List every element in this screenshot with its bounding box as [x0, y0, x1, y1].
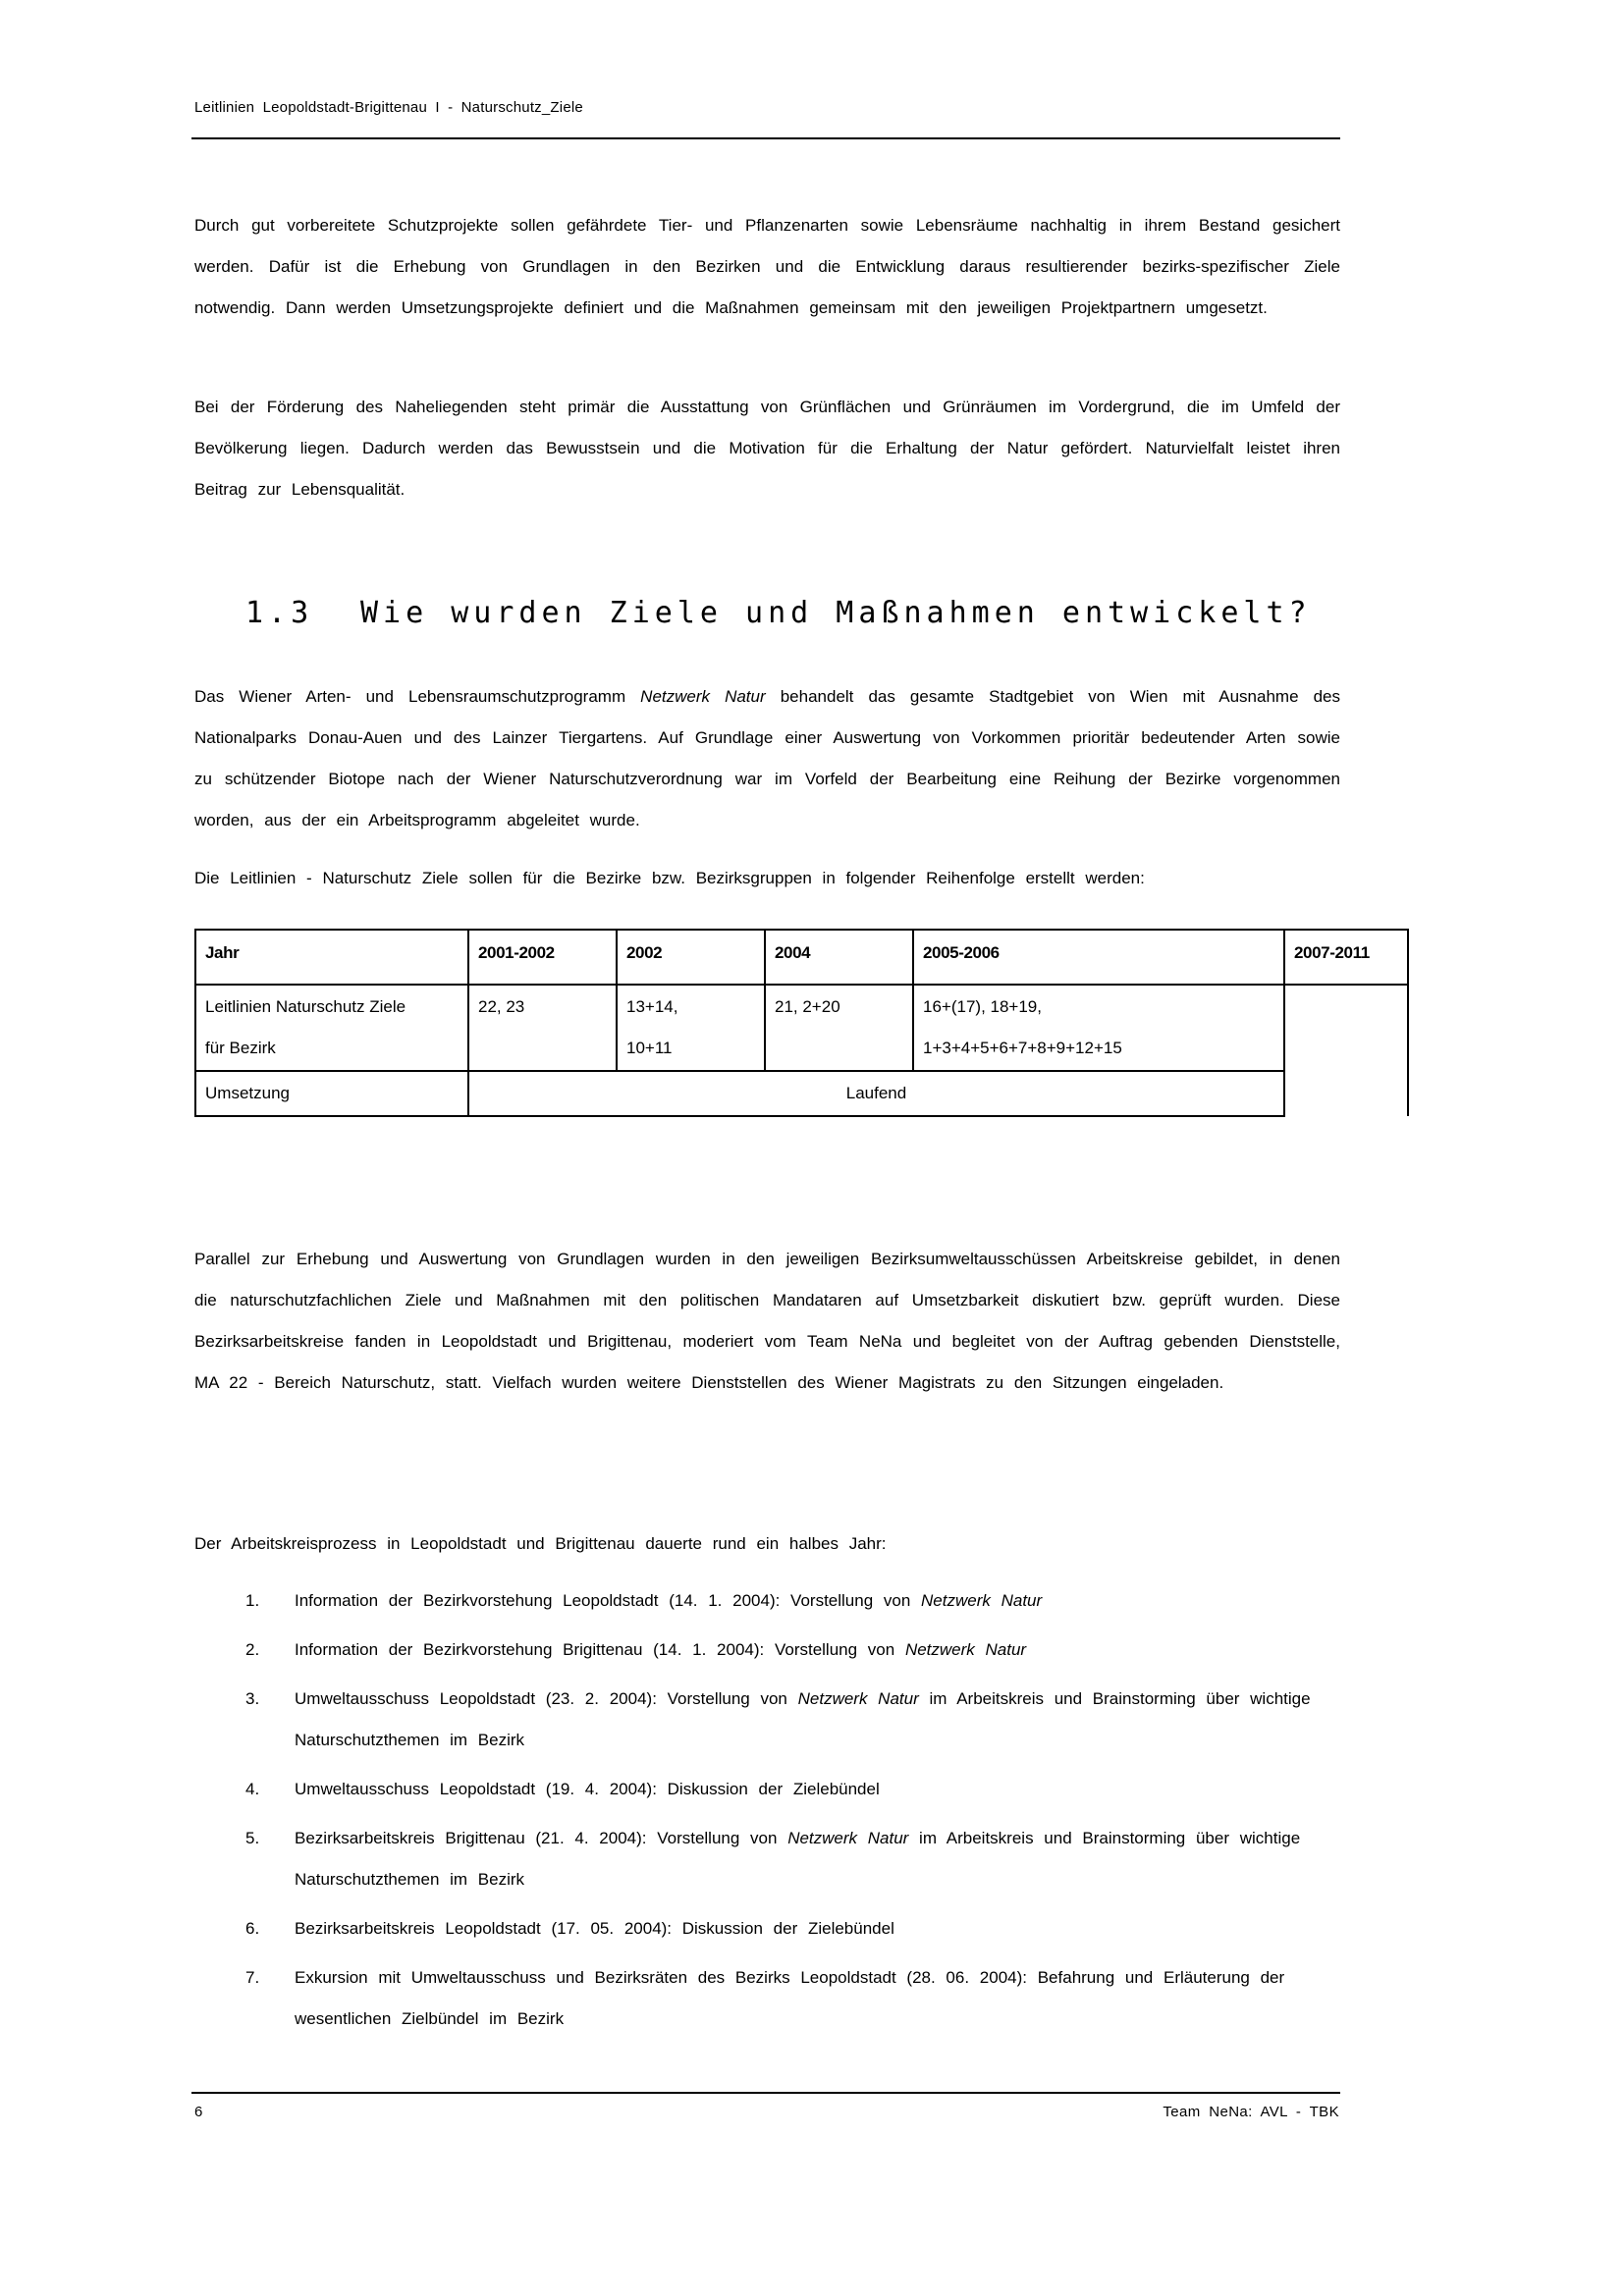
list-item: 1. Information der Bezirkvorstehung Leopoldstadt (14. 1. 2004): Vorstellung von Netzwerk Natur	[245, 1591, 1043, 1610]
table-row	[195, 985, 1408, 1071]
table-header-row	[195, 930, 1408, 985]
table-header-cell: 2007-2011	[1284, 930, 1408, 985]
table-header-cell: 2004	[765, 930, 913, 985]
section-paragraph-2: Die Leitlinien - Naturschutz Ziele sollen für die Bezirke bzw. Bezirksgruppen in folgender Reihenfolge erstellt werden:	[194, 869, 1145, 887]
table-header-cell: 2002	[617, 930, 765, 985]
list-item: 6. Bezirksarbeitskreis Leopoldstadt (17. 05. 2004): Diskussion der Zielebündel	[245, 1919, 894, 1938]
list-item: 3. Umweltausschuss Leopoldstadt (23. 2. 2004): Vorstellung von Netzwerk Natur im Arbeitskreis und Brainstorming über wichtige Naturschutzthemen im Bezirk	[245, 1689, 1311, 1749]
section-number: 1.3	[245, 596, 314, 630]
table-header-cell: 2001-2002	[468, 930, 617, 985]
after-paragraph-2: Der Arbeitskreisprozess in Leopoldstadt und Brigittenau dauerte rund ein halbes Jahr:	[194, 1534, 887, 1553]
section-title: Wie wurden Ziele und Maßnahmen entwickelt?	[360, 596, 1312, 630]
page-number: 6	[194, 2104, 203, 2120]
process-list	[194, 1580, 1314, 2048]
footer-team: Team NeNa: AVL - TBK	[1163, 2104, 1339, 2120]
intro-paragraph-1: Durch gut vorbereitete Schutzprojekte sollen gefährdete Tier- und Pflanzenarten sowie Lebensräume nachhaltig in ihrem Bestand gesichert werden. Dafür ist die Erhebung von Grundlagen in den Bezirken und die Entwicklung daraus resultierender bezirks-spezifischer Ziele notwendig. Dann werden Umsetzungsprojekte definiert und die Maßnahmen gemeinsam mit den jeweiligen Projektpartnern umgesetzt.	[194, 216, 1340, 317]
section-paragraph-1: Das Wiener Arten- und Lebensraumschutzprogramm Netzwerk Natur behandelt das gesamte Stadtgebiet von Wien mit Ausnahme des Nationalparks Donau-Auen und des Lainzer Tiergartens. Auf Grundlage einer Auswertung von Vorkommen prioritär bedeutender Arten sowie zu schützender Biotope nach der Wiener Naturschutzverordnung war im Vorfeld der Bearbeitung eine Reihung der Bezirke vorgenommen worden, aus der ein Arbeitsprogramm abgeleitet wurde.	[194, 687, 1340, 829]
table-cell-empty	[1284, 985, 1408, 1116]
schedule-table	[194, 929, 1409, 1117]
footer-rule	[191, 2092, 1340, 2094]
table-header-cell: 2005-2006	[913, 930, 1284, 985]
table-header-cell: Jahr	[195, 930, 468, 985]
table-row-label: Umsetzung	[195, 1071, 468, 1116]
list-item: 2. Information der Bezirkvorstehung Brigittenau (14. 1. 2004): Vorstellung von Netzwerk Natur	[245, 1640, 1027, 1659]
list-item: 5. Bezirksarbeitskreis Brigittenau (21. 4. 2004): Vorstellung von Netzwerk Natur im Arbeitskreis und Brainstorming über wichtige Naturschutzthemen im Bezirk	[245, 1829, 1301, 1889]
table-cell-laufend: Laufend	[468, 1071, 1284, 1116]
list-item: 4. Umweltausschuss Leopoldstadt (19. 4. 2004): Diskussion der Zielebündel	[245, 1780, 880, 1798]
netzwerk-natur-emphasis: Netzwerk Natur	[640, 687, 766, 706]
table-cell: 21, 2+20	[765, 985, 913, 1071]
table-row	[195, 1071, 1408, 1116]
page-header: Leitlinien Leopoldstadt-Brigittenau I - Naturschutz_Ziele	[194, 99, 583, 116]
table-cell: 13+14, 10+11	[617, 985, 765, 1071]
table-cell: 16+(17), 18+19, 1+3+4+5+6+7+8+9+12+15	[913, 985, 1284, 1071]
list-item: 7. Exkursion mit Umweltausschuss und Bezirksräten des Bezirks Leopoldstadt (28. 06. 2004): Befahrung und Erläuterung der wesentlichen Zielbündel im Bezirk	[245, 1968, 1285, 2028]
header-rule	[191, 137, 1340, 139]
intro-paragraph-2: Bei der Förderung des Naheliegenden steht primär die Ausstattung von Grünflächen und Grünräumen im Vordergrund, die im Umfeld der Bevölkerung liegen. Dadurch werden das Bewusstsein und die Motivation für die Erhaltung der Natur gefördert. Naturvielfalt leistet ihren Beitrag zur Lebensqualität.	[194, 398, 1340, 499]
section-heading	[245, 596, 1312, 630]
after-paragraph-1: Parallel zur Erhebung und Auswertung von Grundlagen wurden in den jeweiligen Bezirksumweltausschüssen Arbeitskreise gebildet, in denen die naturschutzfachlichen Ziele und Maßnahmen mit den politischen Mandataren auf Umsetzbarkeit diskutiert bzw. geprüft wurden. Diese Bezirksarbeitskreise fanden in Leopoldstadt und Brigittenau, moderiert vom Team NeNa und begleitet von der Auftrag gebenden Dienststelle, MA 22 - Bereich Naturschutz, statt. Vielfach wurden weitere Dienststellen des Wiener Magistrats zu den Sitzungen eingeladen.	[194, 1250, 1340, 1392]
table-row-label: Leitlinien Naturschutz Ziele für Bezirk	[195, 985, 468, 1071]
table-cell: 22, 23	[468, 985, 617, 1071]
